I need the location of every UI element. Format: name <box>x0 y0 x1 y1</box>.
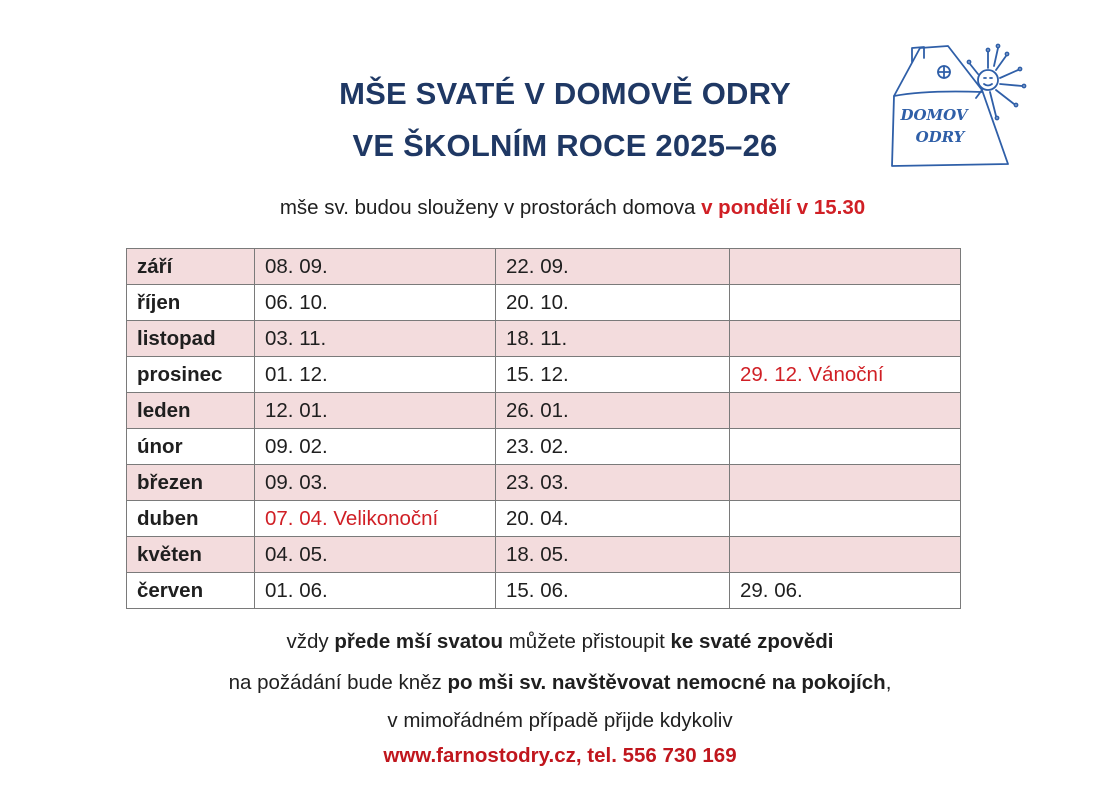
date-cell-2: 15. 12. <box>496 357 730 393</box>
house-with-sun-logo <box>886 38 1032 174</box>
table-row <box>127 429 961 465</box>
logo-text-domov: DOMOV <box>900 106 968 124</box>
date-cell-1: 06. 10. <box>255 285 496 321</box>
date-cell-2: 20. 04. <box>496 501 730 537</box>
date-cell-2: 18. 05. <box>496 537 730 573</box>
footer-contact: www.farnostodry.cz, tel. 556 730 169 <box>383 744 737 767</box>
date-cell-1: 12. 01. <box>255 393 496 429</box>
date-cell-2: 22. 09. <box>496 249 730 285</box>
footer-before-mass: přede mší svatou <box>334 630 504 653</box>
date-cell-3 <box>730 501 961 537</box>
date-cell-3 <box>730 429 961 465</box>
date-cell-1: 04. 05. <box>255 537 496 573</box>
date-cell-2: 20. 10. <box>496 285 730 321</box>
month-cell: květen <box>127 537 255 573</box>
date-cell-1: 09. 03. <box>255 465 496 501</box>
footer-confession: ke svaté zpovědi <box>670 630 834 653</box>
date-cell-1: 07. 04. Velikonoční <box>255 501 496 537</box>
table-row <box>127 249 961 285</box>
month-cell: březen <box>127 465 255 501</box>
table-row <box>127 465 961 501</box>
table-row <box>127 573 961 609</box>
date-cell-3 <box>730 249 961 285</box>
table-row <box>127 357 961 393</box>
page-title-line-1: MŠE SVATÉ V DOMOVĚ ODRY <box>339 76 791 111</box>
date-cell-3 <box>730 465 961 501</box>
date-cell-2: 26. 01. <box>496 393 730 429</box>
mass-schedule-table <box>126 248 961 609</box>
month-cell: únor <box>127 429 255 465</box>
subtitle-highlight: v pondělí v 15.30 <box>701 196 866 219</box>
footer-confession-line: vždy přede mší svatou můžete přistoupit ke svaté zpovědi <box>286 630 834 653</box>
date-cell-1: 01. 12. <box>255 357 496 393</box>
date-cell-3 <box>730 321 961 357</box>
date-cell-3 <box>730 393 961 429</box>
footer-visit-sick: po mši sv. navštěvovat nemocné na pokojích <box>447 671 886 694</box>
subtitle <box>0 196 1120 220</box>
footer-emergency-line: v mimořádném případě přijde kdykoliv <box>387 709 733 732</box>
date-cell-2: 23. 02. <box>496 429 730 465</box>
date-cell-3: 29. 12. Vánoční <box>730 357 961 393</box>
month-cell: prosinec <box>127 357 255 393</box>
table-row <box>127 393 961 429</box>
date-cell-3 <box>730 537 961 573</box>
date-cell-1: 01. 06. <box>255 573 496 609</box>
month-cell: duben <box>127 501 255 537</box>
date-cell-2: 18. 11. <box>496 321 730 357</box>
table-row <box>127 501 961 537</box>
date-cell-1: 08. 09. <box>255 249 496 285</box>
date-cell-1: 09. 02. <box>255 429 496 465</box>
month-cell: leden <box>127 393 255 429</box>
table-row <box>127 285 961 321</box>
table-row <box>127 321 961 357</box>
footer-visit-line: na požádání bude kněz po mši sv. navštěvovat nemocné na pokojích, <box>228 671 892 694</box>
month-cell: září <box>127 249 255 285</box>
subtitle-text: mše sv. budou slouženy v prostorách domova <box>279 196 702 219</box>
logo-text-odry: ODRY <box>915 128 965 146</box>
table-row <box>127 537 961 573</box>
date-cell-1: 03. 11. <box>255 321 496 357</box>
month-cell: červen <box>127 573 255 609</box>
date-cell-2: 15. 06. <box>496 573 730 609</box>
month-cell: listopad <box>127 321 255 357</box>
date-cell-2: 23. 03. <box>496 465 730 501</box>
page-title-line-2: VE ŠKOLNÍM ROCE 2025–26 <box>352 128 778 163</box>
date-cell-3 <box>730 285 961 321</box>
date-cell-3: 29. 06. <box>730 573 961 609</box>
month-cell: říjen <box>127 285 255 321</box>
